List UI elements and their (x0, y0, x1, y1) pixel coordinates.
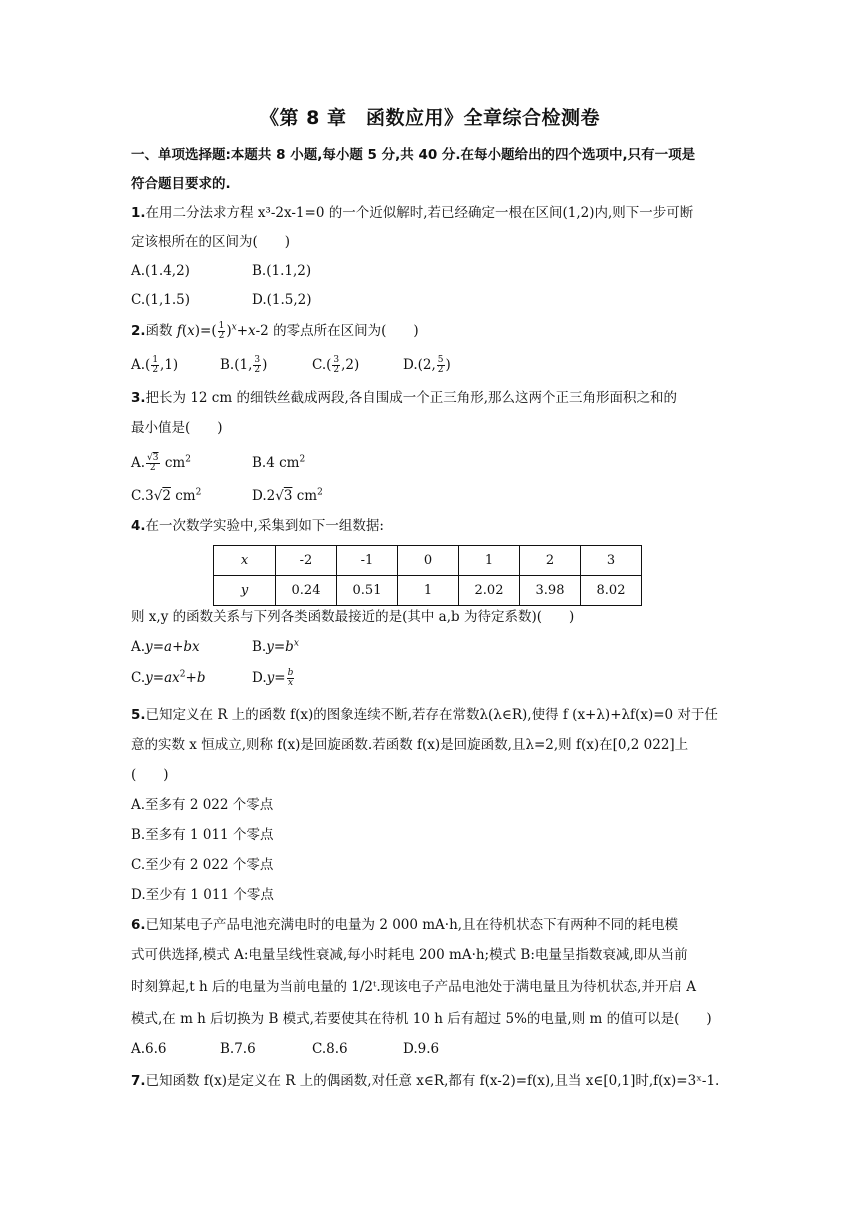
q6-text: 已知某电子产品电池充满电时的电量为 2 000 mA·h,且在待机状态下有两种不同的耗电模 (145, 917, 679, 933)
table-row (214, 546, 642, 576)
q5-text: 已知定义在 R 上的函数 f(x)的图象连续不断,若存在常数λ(λ∈R),使得 f (x+λ)+λf(x)=0 对于任 (145, 707, 718, 723)
fraction-half: $\frac{1}{2}$ (218, 321, 225, 341)
q2-option-d[interactable]: D.(2, $\frac{5}{2}$ ) (403, 355, 451, 375)
q2-prefix: 函数 (145, 323, 177, 339)
table-header-x: x (214, 546, 276, 576)
table-cell: 1 (398, 576, 459, 606)
q6-line-1 (131, 915, 678, 935)
q4-text: 在一次数学实验中,采集到如下一组数据: (145, 518, 384, 534)
q3-line-2: 最小值是( ) (131, 420, 223, 436)
q6-line-3: 时刻算起,t h 后的电量为当前电量的 1/2ᵗ.现该电子产品电池处于满电量且为待机状态,并开启 A (131, 979, 696, 995)
q3-text: 把长为 12 cm 的细铁丝截成两段,各自围成一个正三角形,那么这两个正三角形面积之和的 (145, 390, 678, 406)
table-cell: 0.24 (276, 576, 337, 606)
q3-option-c[interactable]: C.3√2 $cm^2$ (131, 487, 202, 504)
table-row (214, 576, 642, 606)
q1-option-d[interactable]: D.(1.5,2) (252, 292, 312, 308)
q2-number: 2. (131, 323, 146, 339)
table-cell: 0.51 (337, 576, 398, 606)
table-cell: 8.02 (581, 576, 642, 606)
section-heading-line-2: 符合题目要求的. (131, 176, 231, 192)
q5-number: 5. (131, 707, 146, 723)
q3-option-b[interactable]: B.4 $cm^2$ (252, 454, 306, 471)
q6-line-4: 模式,在 m h 后切换为 B 模式,若要使其在待机 10 h 后有超过 5%的电量,则 m 的值可以是( ) (131, 1011, 712, 1027)
table-cell: 3.98 (520, 576, 581, 606)
q7-number: 7. (131, 1073, 146, 1089)
table-cell: 2.02 (459, 576, 520, 606)
q4-number: 4. (131, 518, 146, 534)
q1-text: 在用二分法求方程 x³-2x-1=0 的一个近似解时,若已经确定一根在区间(1,2)内,则下一步可断 (145, 205, 694, 221)
q4-option-b[interactable]: $B.y=b^x$ (252, 638, 299, 655)
q7-text: 已知函数 f(x)是定义在 R 上的偶函数,对任意 x∈R,都有 f(x-2)=f(x),且当 x∈[0,1]时,f(x)=3ˣ-1. (145, 1073, 720, 1089)
q6-option-c[interactable]: C.8.6 (312, 1041, 348, 1057)
q4-line-2: 则 x,y 的函数关系与下列各类函数最接近的是(其中 a,b 为待定系数)( ) (131, 609, 575, 625)
q3-line-1 (131, 388, 677, 408)
data-table (213, 545, 642, 606)
q4-line-1 (131, 516, 384, 536)
q2-option-c[interactable]: C.( $\frac{3}{2}$ ,2) (312, 355, 360, 375)
q2-option-a[interactable]: A.( $\frac{1}{2}$ ,1) (131, 355, 179, 375)
table-cell: 2 (520, 546, 581, 576)
q5-line-3: ( ) (131, 767, 169, 783)
q5-option-b[interactable]: B.至多有 1 011 个零点 (131, 827, 274, 843)
table-cell: 0 (398, 546, 459, 576)
q3-number: 3. (131, 390, 146, 406)
q6-option-a[interactable]: A.6.6 (131, 1041, 167, 1057)
q1-option-c[interactable]: C.(1,1.5) (131, 292, 191, 308)
q2-suffix: 的零点所在区间为( ) (273, 323, 419, 339)
q1-number: 1. (131, 205, 146, 221)
q7-line-1 (131, 1071, 719, 1091)
q5-option-a[interactable]: A.至多有 2 022 个零点 (131, 797, 274, 813)
section-heading-line-1: 一、单项选择题:本题共 8 小题,每小题 5 分,共 40 分.在每小题给出的四个选项中,只有一项是 (131, 147, 696, 163)
q1-line-2: 定该根所在的区间为( ) (131, 234, 291, 250)
table-header-y: y (214, 576, 276, 606)
q6-option-d[interactable]: D.9.6 (403, 1041, 440, 1057)
q3-option-a[interactable]: A. $\frac{√3}{2}$ $cm^2$ (131, 453, 191, 473)
q1-line-1 (131, 203, 693, 223)
q5-option-c[interactable]: C.至少有 2 022 个零点 (131, 857, 274, 873)
q6-line-2: 式可供选择,模式 A:电量呈线性衰减,每小时耗电 200 mA·h;模式 B:电量呈指数衰减,即从当前 (131, 947, 688, 963)
page-title: 《第 8 章 函数应用》全章综合检测卷 (260, 107, 600, 129)
table-cell: 3 (581, 546, 642, 576)
q6-option-b[interactable]: B.7.6 (220, 1041, 256, 1057)
q3-option-d[interactable]: D.2√3 $cm^2$ (252, 487, 323, 504)
q5-option-d[interactable]: D.至少有 1 011 个零点 (131, 887, 274, 903)
q6-number: 6. (131, 917, 146, 933)
q4-option-c[interactable]: $C.y=ax^2+b$ (131, 669, 206, 686)
q5-line-1 (131, 705, 718, 725)
table-cell: 1 (459, 546, 520, 576)
table-cell: -2 (276, 546, 337, 576)
table-cell: -1 (337, 546, 398, 576)
q4-option-a[interactable]: A.y=a+bx (131, 639, 200, 655)
q1-option-a[interactable]: A.(1.4,2) (131, 263, 190, 279)
q2-option-b[interactable]: B.(1, $\frac{3}{2}$ ) (220, 355, 268, 375)
q2-line-1: 2.函数 f(x)=( $\frac{1}{2}$ )$^x$+x-2 的零点所在区间为( ) (131, 321, 419, 341)
q1-option-b[interactable]: B.(1.1,2) (252, 263, 312, 279)
q5-line-2: 意的实数 x 恒成立,则称 f(x)是回旋函数.若函数 f(x)是回旋函数,且λ=2,则 f(x)在[0,2 022]上 (131, 737, 689, 753)
q4-option-d[interactable]: D.y= $\frac{b}{x}$ (252, 668, 294, 688)
